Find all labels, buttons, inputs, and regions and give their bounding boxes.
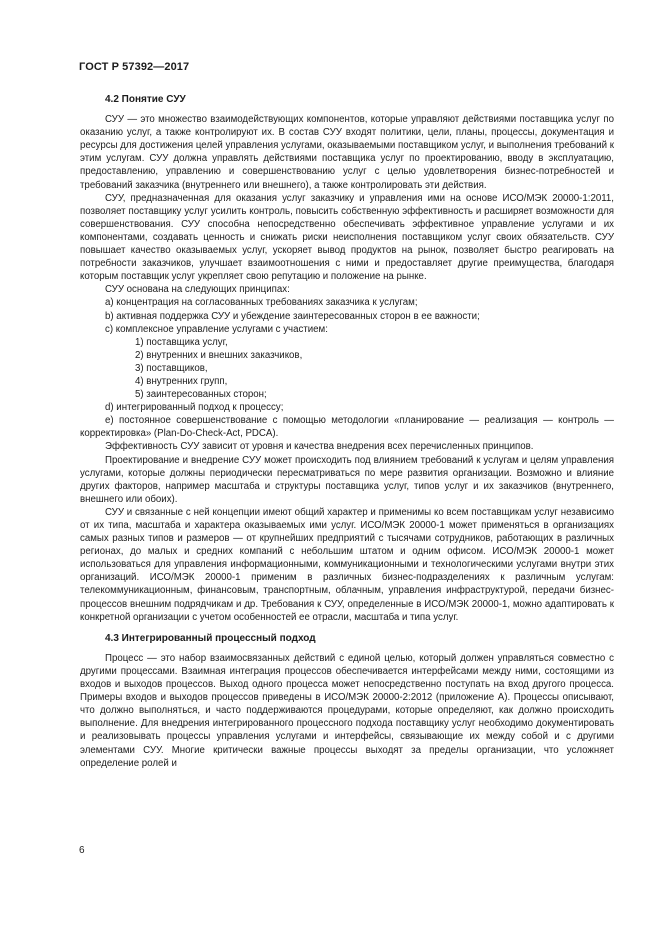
paragraph: СУУ — это множество взаимодействующих компонентов, которые управляют действиями поставщика услуг по оказанию услуг, а также контролируют их. В состав СУУ входят политики, цели, планы, процессы, документация и ресурсы для достижения целей управления услугами, оказываемыми поставщиком услуг, и выполнения требований к этим услугам. СУУ должна управлять действиями поставщика услуг по проектированию, вводу в эксплуатацию, предоставлению, управлению и совершенствованию услуг с целью удовлетворения бизнес-потребностей и требований заказчика (внутреннего или внешнего), а также контролировать эти действия. [80, 114, 614, 191]
section-title-4-2: 4.2 Понятие СУУ [105, 94, 186, 105]
document-code: ГОСТ Р 57392—2017 [79, 61, 190, 73]
paragraph: Процесс — это набор взаимосвязанных действий с единой целью, который должен управляться совместно с другими процессами. Взаимная интеграция процессов обеспечивается интерфейсами между ними, состоящими из входов и выходов процессов. Выход одного процесса может непосредственно поступать на вход другого процесса. Примеры входов и выходов процессов приведены в ИСО/МЭК 20000-2:2012 (приложение А). Процессы описывают, что должно выполняться, и часто поддерживаются процедурами, которые определяют, как должно происходить выполнение. Для внедрения интегрированного процессного подхода поставщику услуг необходимо документировать и реализовывать процессы управления услугами и интерфейсы, связывающие их между собой и с другими элементами СУУ. Многие критически важные процессы выходят за пределы организации, что усложняет определение ролей и [80, 652, 614, 769]
paragraph: СУУ основана на следующих принципах: [105, 284, 290, 296]
page-number: 6 [79, 845, 85, 856]
paragraph: СУУ, предназначенная для оказания услуг заказчику и управления ими на основе ИСО/МЭК 20000-1:2011, позволяет поставщику услуг усилить контроль, повысить собственную эффективность и расширяет возможности для совершенствования. СУУ способна непосредственно обеспечивать эффективное управление услугами и их компонентами, создавать ценность и снижать риски неисполнения поставщиком услуг своих обязательств. СУУ повышает качество оказываемых услуг, ускоряет вывод продуктов на рынок, позволяет быстро реагировать на потребности заказчиков, улучшает взаимоотношения с ними и предоставляет другие преимущества, благодаря которым поставщик услуг укрепляет свою репутацию и положение на рынке. [80, 192, 614, 283]
section-title-4-3: 4.3 Интегрированный процессный подход [105, 632, 316, 644]
sub-list-item: 5) заинтересованных сторон; [135, 389, 267, 401]
sub-list-item: 4) внутренних групп, [135, 375, 228, 387]
paragraph: Эффективность СУУ зависит от уровня и качества внедрения всех перечисленных принципов. [105, 441, 534, 453]
paragraph: Проектирование и внедрение СУУ может происходить под влиянием требований к услугам и целям управления услугами, которые должны периодически пересматриваться по мере развития организации. Возможно и влияние других факторов, например масштаба и структуры поставщика услуг, типов услуг и их заказчиков (внутреннего, внешнего или обоих). [80, 454, 614, 505]
sub-list-item: 2) внутренних и внешних заказчиков, [135, 349, 303, 361]
list-item: е) постоянное совершенствование с помощью методологии «планирование — реализация — контроль — корректировка» (Plan-Do-Check-Act, PDCA). [80, 415, 614, 440]
list-item: а) концентрация на согласованных требованиях заказчика к услугам; [105, 297, 418, 309]
list-item: с) комплексное управление услугами с участием: [105, 323, 328, 335]
sub-list-item: 1) поставщика услуг, [135, 336, 228, 348]
list-item: d) интегрированный подход к процессу; [105, 402, 284, 414]
list-item: b) активная поддержка СУУ и убеждение заинтересованных сторон в ее важности; [105, 310, 480, 322]
paragraph: СУУ и связанные с ней концепции имеют общий характер и применимы ко всем поставщикам услуг независимо от их типа, масштаба и характера оказываемых ими услуг. ИСО/МЭК 20000-1 может применяться в организациях самых разных типов и размеров — от крупнейших предприятий с тысячами сотрудников, работающих в различных регионах, до малых и средних компаний с небольшим штатом и одним офисом. ИСО/МЭК 20000-1 может использоваться для управления информационными, коммуникационными и технологическими услугами внутри этих организаций. ИСО/МЭК 20000-1 применим в различных бизнес-подразделениях к различным услугам: телекоммуникационным, финансовым, транспортным, облачным, управления инфраструктурой, передачи бизнес-процессов внешним подрядчикам и др. Требования к СУУ, определенные в ИСО/МЭК 20000-1, можно адаптировать к конкретной организации с учетом особенностей ее отрасли, масштаба и типа услуг. [80, 506, 614, 623]
page-content [80, 93, 614, 770]
sub-list-item: 3) поставщиков, [135, 362, 208, 374]
